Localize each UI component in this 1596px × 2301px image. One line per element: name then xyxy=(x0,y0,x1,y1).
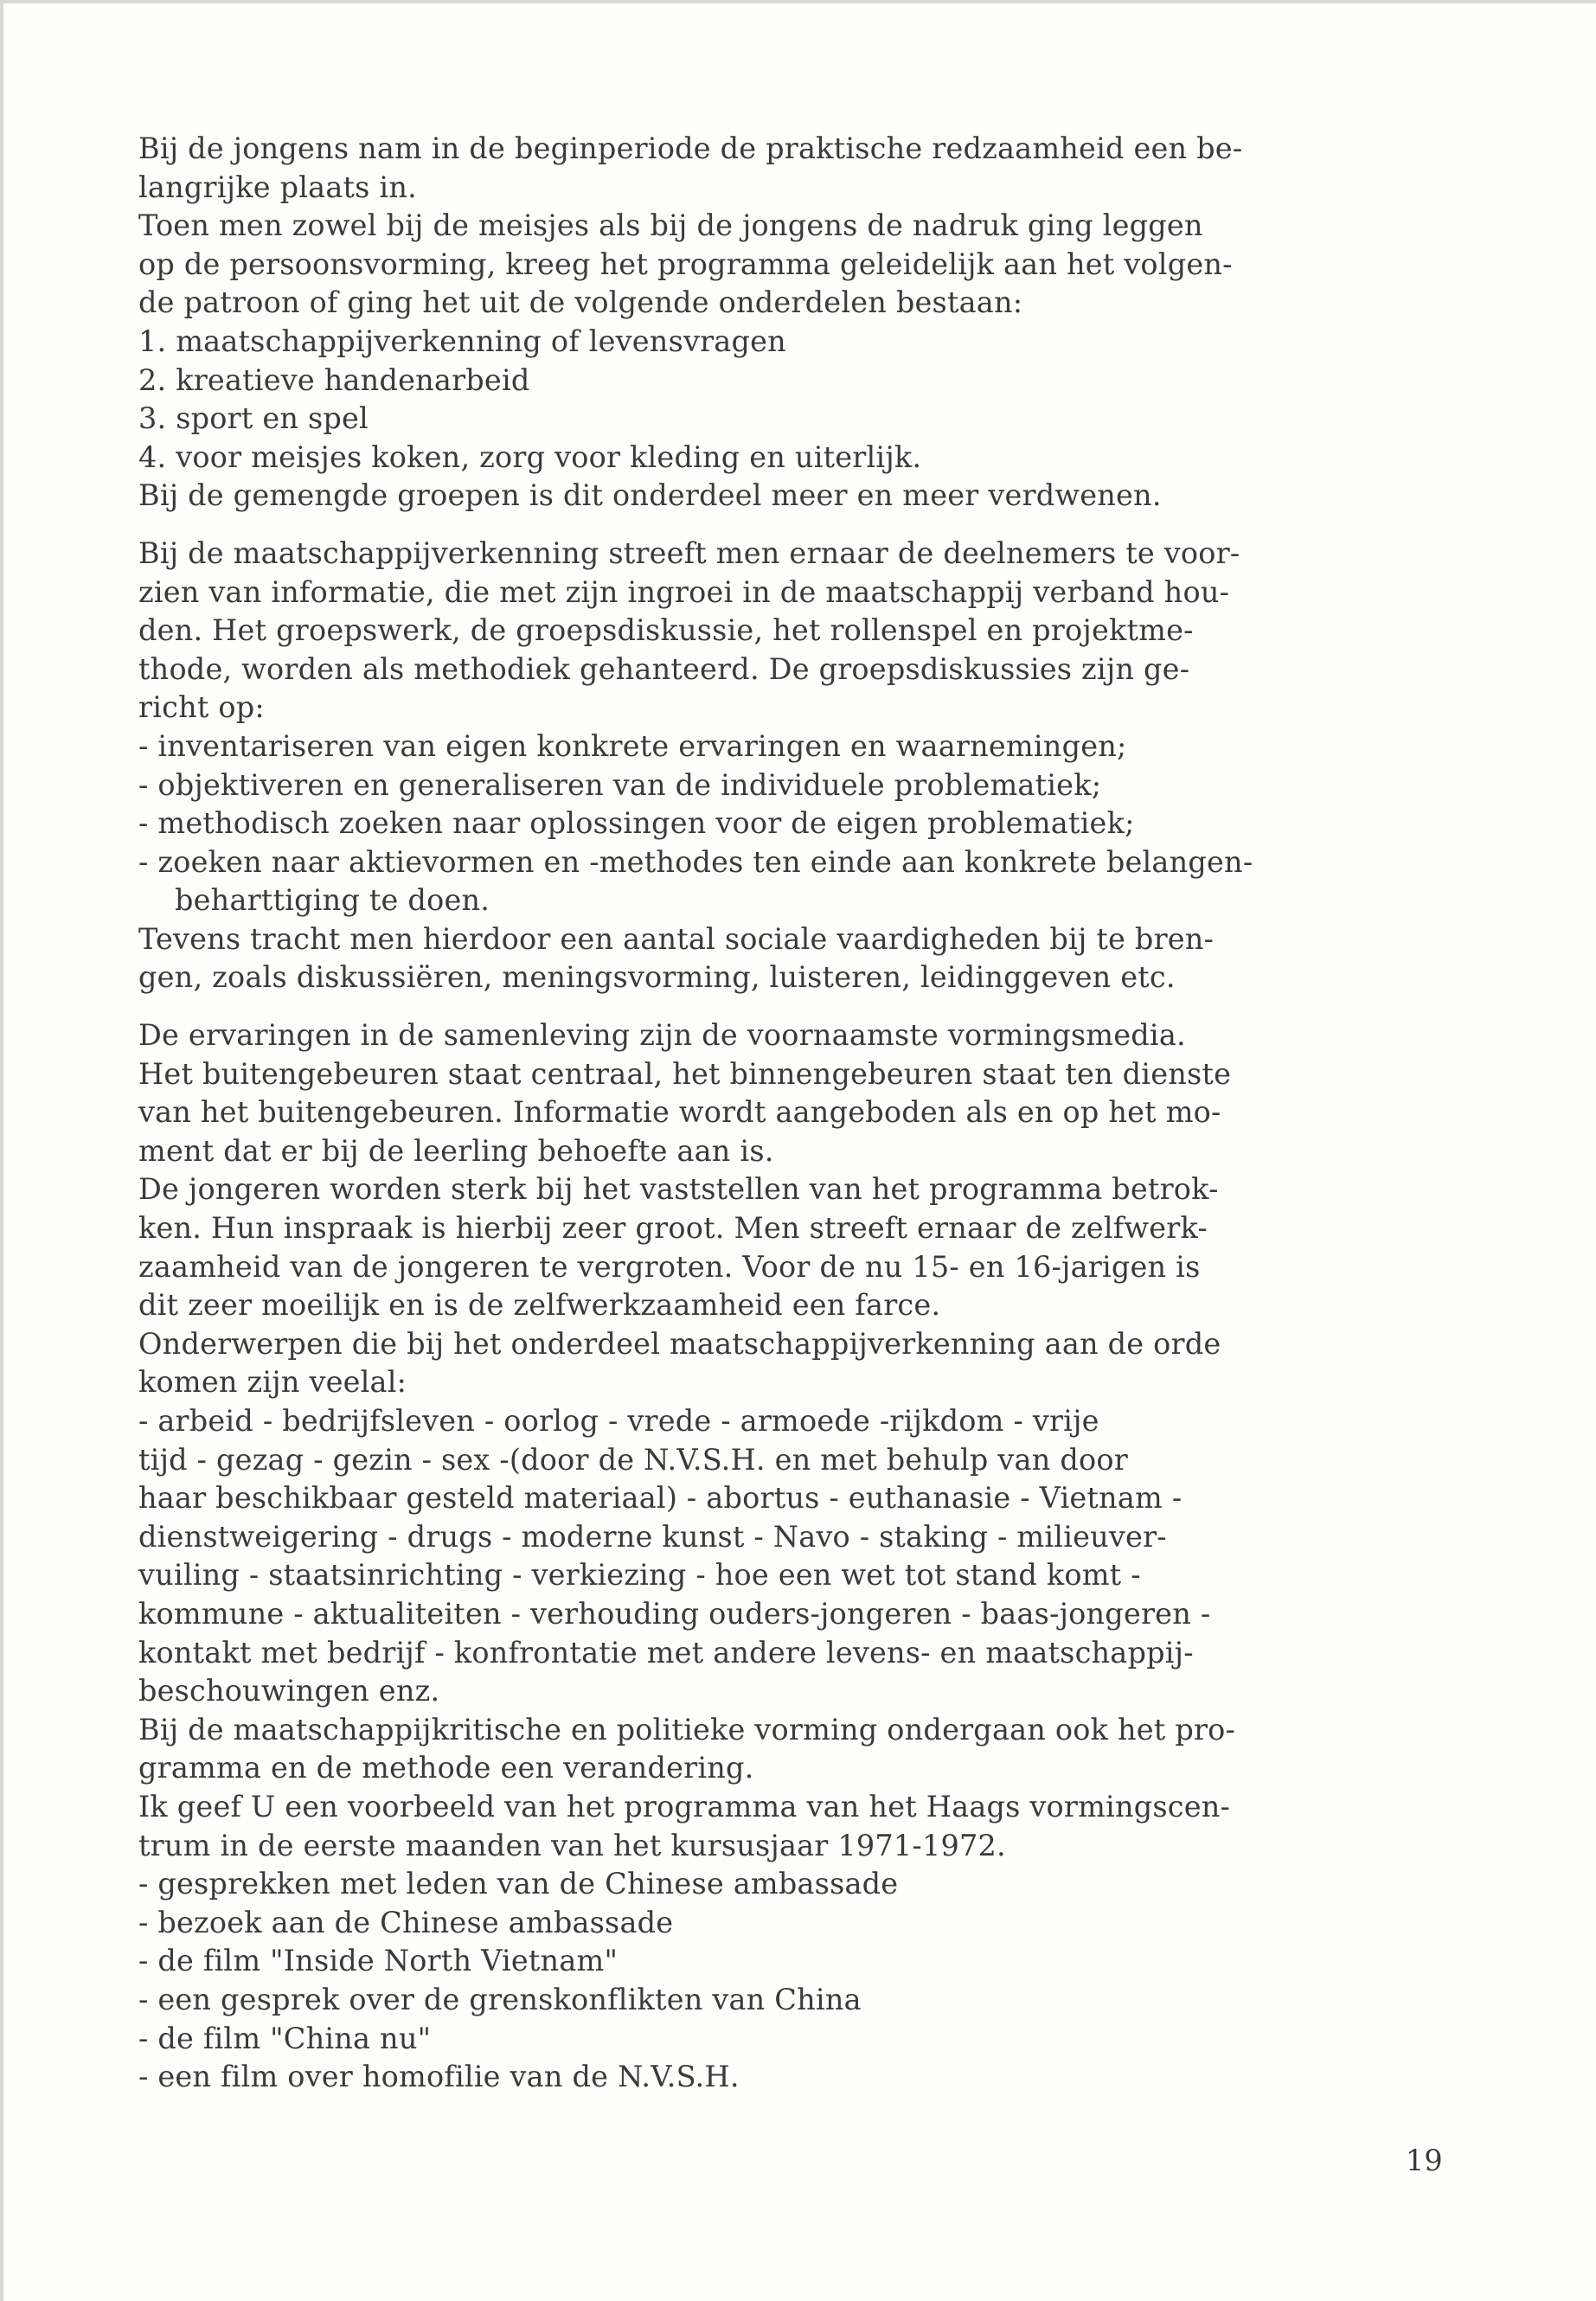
text-line: langrijke plaats in. xyxy=(138,170,417,204)
text-line: Onderwerpen die bij het onderdeel maatschappijverkenning aan de orde xyxy=(138,1326,1221,1361)
text-line: Het buitengebeuren staat centraal, het binnengebeuren staat ten dienste xyxy=(138,1056,1232,1091)
text-line: richt op: xyxy=(138,690,265,725)
topic-list-line: - arbeid - bedrijfsleven - oorlog - vrede - armoede -rijkdom - vrije xyxy=(138,1404,1099,1438)
bullet-item: - methodisch zoeken naar oplossingen voor de eigen problematiek; xyxy=(138,806,1135,841)
text-line: zaamheid van de jongeren te vergroten. Voor de nu 15- en 16-jarigen is xyxy=(138,1249,1201,1284)
body-text xyxy=(138,130,1453,2097)
scan-edge-left xyxy=(0,0,3,2301)
bullet-item: - de film "China nu" xyxy=(138,2021,432,2055)
bullet-item: - gesprekken met leden van de Chinese ambassade xyxy=(138,1867,899,1901)
text-line: van het buitengebeuren. Informatie wordt aangeboden als en op het mo- xyxy=(138,1095,1221,1130)
text-line: Tevens tracht men hierdoor een aantal sociale vaardigheden bij te bren- xyxy=(138,921,1215,956)
topic-list-line: haar beschikbaar gesteld materiaal) - abortus - euthanasie - Vietnam - xyxy=(138,1481,1183,1516)
bullet-item: - de film "Inside North Vietnam" xyxy=(138,1944,619,1978)
topic-list-line: dienstweigering - drugs - moderne kunst - Navo - staking - milieuver- xyxy=(138,1519,1167,1554)
text-line: den. Het groepswerk, de groepsdiskussie, het rollenspel en projektme- xyxy=(138,613,1194,648)
text-line: Bij de gemengde groepen is dit onderdeel meer en meer verdwenen. xyxy=(138,478,1162,513)
text-line: komen zijn veelal: xyxy=(138,1365,407,1400)
bullet-item: - een gesprek over de grenskonflikten van China xyxy=(138,1982,862,2016)
topic-list-line: vuiling - staatsinrichting - verkiezing - hoe een wet tot stand komt - xyxy=(138,1558,1141,1593)
bullet-item: - objektiveren en generaliseren van de individuele problematiek; xyxy=(138,767,1102,802)
text-line: gen, zoals diskussiëren, meningsvorming, luisteren, leidinggeven etc. xyxy=(138,960,1176,995)
scan-edge-top xyxy=(0,0,1596,3)
bullet-item: - inventariseren van eigen konkrete ervaringen en waarnemingen; xyxy=(138,728,1127,763)
bullet-item: - zoeken naar aktievormen en -methodes ten einde aan konkrete belangen- xyxy=(138,844,1253,879)
numbered-item: 4. voor meisjes koken, zorg voor kleding en uiterlijk. xyxy=(138,439,922,474)
text-line: de patroon of ging het uit de volgende onderdelen bestaan: xyxy=(138,285,1023,320)
text-line: De ervaringen in de samenleving zijn de voornaamste vormingsmedia. xyxy=(138,1018,1186,1053)
text-line: De jongeren worden sterk bij het vaststellen van het programma betrok- xyxy=(138,1172,1219,1207)
text-line: dit zeer moeilijk en is de zelfwerkzaamheid een farce. xyxy=(138,1288,941,1323)
text-line: Bij de jongens nam in de beginperiode de praktische redzaamheid een be- xyxy=(138,131,1243,165)
topic-list-line: kontakt met bedrijf - konfrontatie met andere levens- en maatschappij- xyxy=(138,1635,1194,1670)
text-line: ment dat er bij de leerling behoefte aan is. xyxy=(138,1133,774,1168)
text-line: Toen men zowel bij de meisjes als bij de jongens de nadruk ging leggen xyxy=(138,208,1203,243)
text-line: ken. Hun inspraak is hierbij zeer groot. Men streeft ernaar de zelfwerk- xyxy=(138,1211,1208,1246)
topic-list-line: tijd - gezag - gezin - sex -(door de N.V.S.H. en met behulp van door xyxy=(138,1442,1128,1477)
topic-list-line: beschouwingen enz. xyxy=(138,1674,440,1708)
text-line: gramma en de methode een verandering. xyxy=(138,1751,754,1785)
text-line: Bij de maatschappijverkenning streeft men ernaar de deelnemers te voor- xyxy=(138,535,1240,570)
page-number: 19 xyxy=(1406,2144,1443,2177)
paragraph-program-structure xyxy=(138,130,1453,516)
text-line: zien van informatie, die met zijn ingroei in de maatschappij verband hou- xyxy=(138,574,1230,609)
text-line: Bij de maatschappijkritische en politieke vorming ondergaan ook het pro- xyxy=(138,1712,1236,1747)
topic-list-line: kommune - aktualiteiten - verhouding ouders-jongeren - baas-jongeren - xyxy=(138,1596,1211,1631)
paragraph-methodology xyxy=(138,535,1453,997)
text-line: trum in de eerste maanden van het kursusjaar 1971-1972. xyxy=(138,1828,1006,1862)
numbered-item: 3. sport en spel xyxy=(138,401,369,436)
bullet-item: - bezoek aan de Chinese ambassade xyxy=(138,1905,674,1939)
numbered-item: 2. kreatieve handenarbeid xyxy=(138,362,530,397)
numbered-item: 1. maatschappijverkenning of levensvragen xyxy=(138,324,786,358)
bullet-item: - een film over homofilie van de N.V.S.H. xyxy=(138,2060,740,2094)
text-line: Ik geef U een voorbeeld van het programma van het Haags vormingscen- xyxy=(138,1789,1231,1823)
text-line: op de persoonsvorming, kreeg het programma geleidelijk aan het volgen- xyxy=(138,247,1233,281)
text-line: thode, worden als methodiek gehanteerd. De groepsdiskussies zijn ge- xyxy=(138,651,1190,686)
paragraph-experiences xyxy=(138,1016,1453,2097)
bullet-item-continuation: beharttiging te doen. xyxy=(175,883,490,918)
